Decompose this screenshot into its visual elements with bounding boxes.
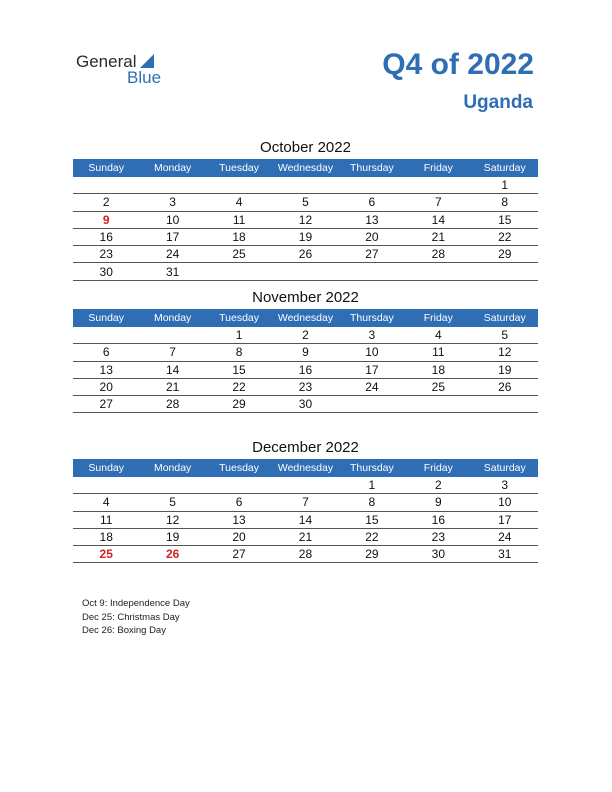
weekday-header: Saturday xyxy=(472,309,538,327)
day-cell: 7 xyxy=(405,194,471,211)
day-cell: 14 xyxy=(405,211,471,228)
empty-day-cell xyxy=(405,263,471,280)
empty-day-cell xyxy=(139,477,205,494)
weekday-header: Wednesday xyxy=(272,459,338,477)
weekday-header: Thursday xyxy=(339,309,405,327)
day-cell: 12 xyxy=(472,344,538,361)
day-cell: 26 xyxy=(472,378,538,395)
day-cell: 24 xyxy=(472,528,538,545)
day-cell: 22 xyxy=(206,378,272,395)
day-cell: 15 xyxy=(339,511,405,528)
day-cell: 10 xyxy=(339,344,405,361)
week-row xyxy=(73,361,538,378)
weekday-header: Saturday xyxy=(472,159,538,177)
day-cell: 16 xyxy=(73,228,139,245)
day-cell: 9 xyxy=(73,211,139,228)
empty-day-cell xyxy=(139,327,205,344)
day-cell: 21 xyxy=(272,528,338,545)
day-cell: 11 xyxy=(73,511,139,528)
holiday-notes xyxy=(82,597,190,638)
day-cell: 4 xyxy=(206,194,272,211)
day-cell: 29 xyxy=(206,396,272,413)
weekday-header: Monday xyxy=(139,459,205,477)
week-row xyxy=(73,511,538,528)
day-cell: 5 xyxy=(472,327,538,344)
holiday-note: Dec 26: Boxing Day xyxy=(82,625,166,636)
weekday-header: Sunday xyxy=(73,459,139,477)
day-cell: 17 xyxy=(339,361,405,378)
holiday-note: Oct 9: Independence Day xyxy=(82,598,190,609)
day-cell: 27 xyxy=(73,396,139,413)
weekday-header: Tuesday xyxy=(206,309,272,327)
quarter-title: Q4 of 2022 xyxy=(382,48,534,81)
day-cell: 10 xyxy=(139,211,205,228)
empty-day-cell xyxy=(206,177,272,194)
day-cell: 5 xyxy=(139,494,205,511)
day-cell: 18 xyxy=(405,361,471,378)
weekday-header: Wednesday xyxy=(272,159,338,177)
day-cell: 23 xyxy=(405,528,471,545)
day-cell: 29 xyxy=(472,246,538,263)
day-cell: 18 xyxy=(206,228,272,245)
day-cell: 26 xyxy=(139,546,205,563)
month-title: November 2022 xyxy=(252,289,359,306)
day-cell: 24 xyxy=(139,246,205,263)
day-cell: 30 xyxy=(405,546,471,563)
day-cell: 31 xyxy=(472,546,538,563)
logo-text-general: General xyxy=(76,52,137,71)
day-cell: 27 xyxy=(206,546,272,563)
week-row xyxy=(73,177,538,194)
day-cell: 30 xyxy=(272,396,338,413)
day-cell: 2 xyxy=(272,327,338,344)
weekday-header: Saturday xyxy=(472,459,538,477)
empty-day-cell xyxy=(73,177,139,194)
weekday-header: Tuesday xyxy=(206,159,272,177)
day-cell: 6 xyxy=(339,194,405,211)
day-cell: 19 xyxy=(272,228,338,245)
calendar-grid xyxy=(73,159,538,281)
day-cell: 28 xyxy=(272,546,338,563)
day-cell: 17 xyxy=(139,228,205,245)
week-row xyxy=(73,477,538,494)
day-cell: 12 xyxy=(139,511,205,528)
day-cell: 12 xyxy=(272,211,338,228)
day-cell: 15 xyxy=(472,211,538,228)
month-october xyxy=(73,137,538,281)
weekday-header: Friday xyxy=(405,309,471,327)
weekday-header-row xyxy=(73,459,538,477)
weekday-header-row xyxy=(73,309,538,327)
empty-day-cell xyxy=(405,177,471,194)
day-cell: 8 xyxy=(206,344,272,361)
weekday-header: Sunday xyxy=(73,159,139,177)
day-cell: 14 xyxy=(139,361,205,378)
empty-day-cell xyxy=(272,263,338,280)
week-row xyxy=(73,211,538,228)
month-december xyxy=(73,437,538,563)
empty-day-cell xyxy=(73,327,139,344)
empty-day-cell xyxy=(339,177,405,194)
calendar-grid xyxy=(73,309,538,413)
day-cell: 13 xyxy=(73,361,139,378)
day-cell: 23 xyxy=(73,246,139,263)
day-cell: 11 xyxy=(405,344,471,361)
week-row xyxy=(73,194,538,211)
day-cell: 9 xyxy=(272,344,338,361)
brand-logo xyxy=(76,52,186,92)
day-cell: 3 xyxy=(139,194,205,211)
day-cell: 2 xyxy=(405,477,471,494)
month-title: October 2022 xyxy=(260,139,351,156)
empty-day-cell xyxy=(272,477,338,494)
holiday-note: Dec 25: Christmas Day xyxy=(82,611,180,623)
day-cell: 4 xyxy=(405,327,471,344)
day-cell: 20 xyxy=(206,528,272,545)
day-cell: 4 xyxy=(73,494,139,511)
empty-day-cell xyxy=(339,263,405,280)
day-cell: 25 xyxy=(405,378,471,395)
empty-day-cell xyxy=(139,177,205,194)
weekday-header: Friday xyxy=(405,159,471,177)
day-cell: 27 xyxy=(339,246,405,263)
day-cell: 31 xyxy=(139,263,205,280)
day-cell: 20 xyxy=(73,378,139,395)
day-cell: 29 xyxy=(339,546,405,563)
weekday-header: Thursday xyxy=(339,159,405,177)
day-cell: 1 xyxy=(339,477,405,494)
weekday-header: Tuesday xyxy=(206,459,272,477)
day-cell: 15 xyxy=(206,361,272,378)
weekday-header: Sunday xyxy=(73,309,139,327)
day-cell: 28 xyxy=(405,246,471,263)
weekday-header-row xyxy=(73,159,538,177)
empty-day-cell xyxy=(339,396,405,413)
day-cell: 21 xyxy=(139,378,205,395)
day-cell: 16 xyxy=(272,361,338,378)
week-row xyxy=(73,528,538,545)
month-title: December 2022 xyxy=(252,439,359,456)
day-cell: 25 xyxy=(206,246,272,263)
empty-day-cell xyxy=(472,263,538,280)
day-cell: 7 xyxy=(139,344,205,361)
day-cell: 7 xyxy=(272,494,338,511)
empty-day-cell xyxy=(472,396,538,413)
week-row xyxy=(73,396,538,413)
day-cell: 3 xyxy=(472,477,538,494)
day-cell: 3 xyxy=(339,327,405,344)
day-cell: 1 xyxy=(472,177,538,194)
country-name: Uganda xyxy=(463,92,533,113)
day-cell: 10 xyxy=(472,494,538,511)
day-cell: 11 xyxy=(206,211,272,228)
week-row xyxy=(73,228,538,245)
day-cell: 25 xyxy=(73,546,139,563)
day-cell: 19 xyxy=(139,528,205,545)
empty-day-cell xyxy=(206,477,272,494)
day-cell: 9 xyxy=(405,494,471,511)
day-cell: 14 xyxy=(272,511,338,528)
empty-day-cell xyxy=(73,477,139,494)
logo-text-blue: Blue xyxy=(127,68,162,87)
weekday-header: Thursday xyxy=(339,459,405,477)
weekday-header: Monday xyxy=(139,159,205,177)
week-row xyxy=(73,546,538,563)
day-cell: 1 xyxy=(206,327,272,344)
empty-day-cell xyxy=(405,396,471,413)
calendar-grid xyxy=(73,459,538,563)
empty-day-cell xyxy=(272,177,338,194)
day-cell: 22 xyxy=(339,528,405,545)
day-cell: 13 xyxy=(339,211,405,228)
week-row xyxy=(73,378,538,395)
week-row xyxy=(73,246,538,263)
day-cell: 5 xyxy=(272,194,338,211)
day-cell: 19 xyxy=(472,361,538,378)
day-cell: 28 xyxy=(139,396,205,413)
weekday-header: Friday xyxy=(405,459,471,477)
day-cell: 13 xyxy=(206,511,272,528)
weekday-header: Monday xyxy=(139,309,205,327)
day-cell: 26 xyxy=(272,246,338,263)
day-cell: 8 xyxy=(339,494,405,511)
empty-day-cell xyxy=(206,263,272,280)
day-cell: 8 xyxy=(472,194,538,211)
day-cell: 20 xyxy=(339,228,405,245)
month-november xyxy=(73,287,538,413)
day-cell: 2 xyxy=(73,194,139,211)
day-cell: 24 xyxy=(339,378,405,395)
day-cell: 16 xyxy=(405,511,471,528)
day-cell: 17 xyxy=(472,511,538,528)
day-cell: 21 xyxy=(405,228,471,245)
day-cell: 6 xyxy=(73,344,139,361)
week-row xyxy=(73,263,538,280)
week-row xyxy=(73,494,538,511)
day-cell: 23 xyxy=(272,378,338,395)
week-row xyxy=(73,344,538,361)
day-cell: 30 xyxy=(73,263,139,280)
day-cell: 22 xyxy=(472,228,538,245)
day-cell: 18 xyxy=(73,528,139,545)
logo-triangle-icon xyxy=(140,54,154,68)
day-cell: 6 xyxy=(206,494,272,511)
weekday-header: Wednesday xyxy=(272,309,338,327)
week-row xyxy=(73,327,538,344)
